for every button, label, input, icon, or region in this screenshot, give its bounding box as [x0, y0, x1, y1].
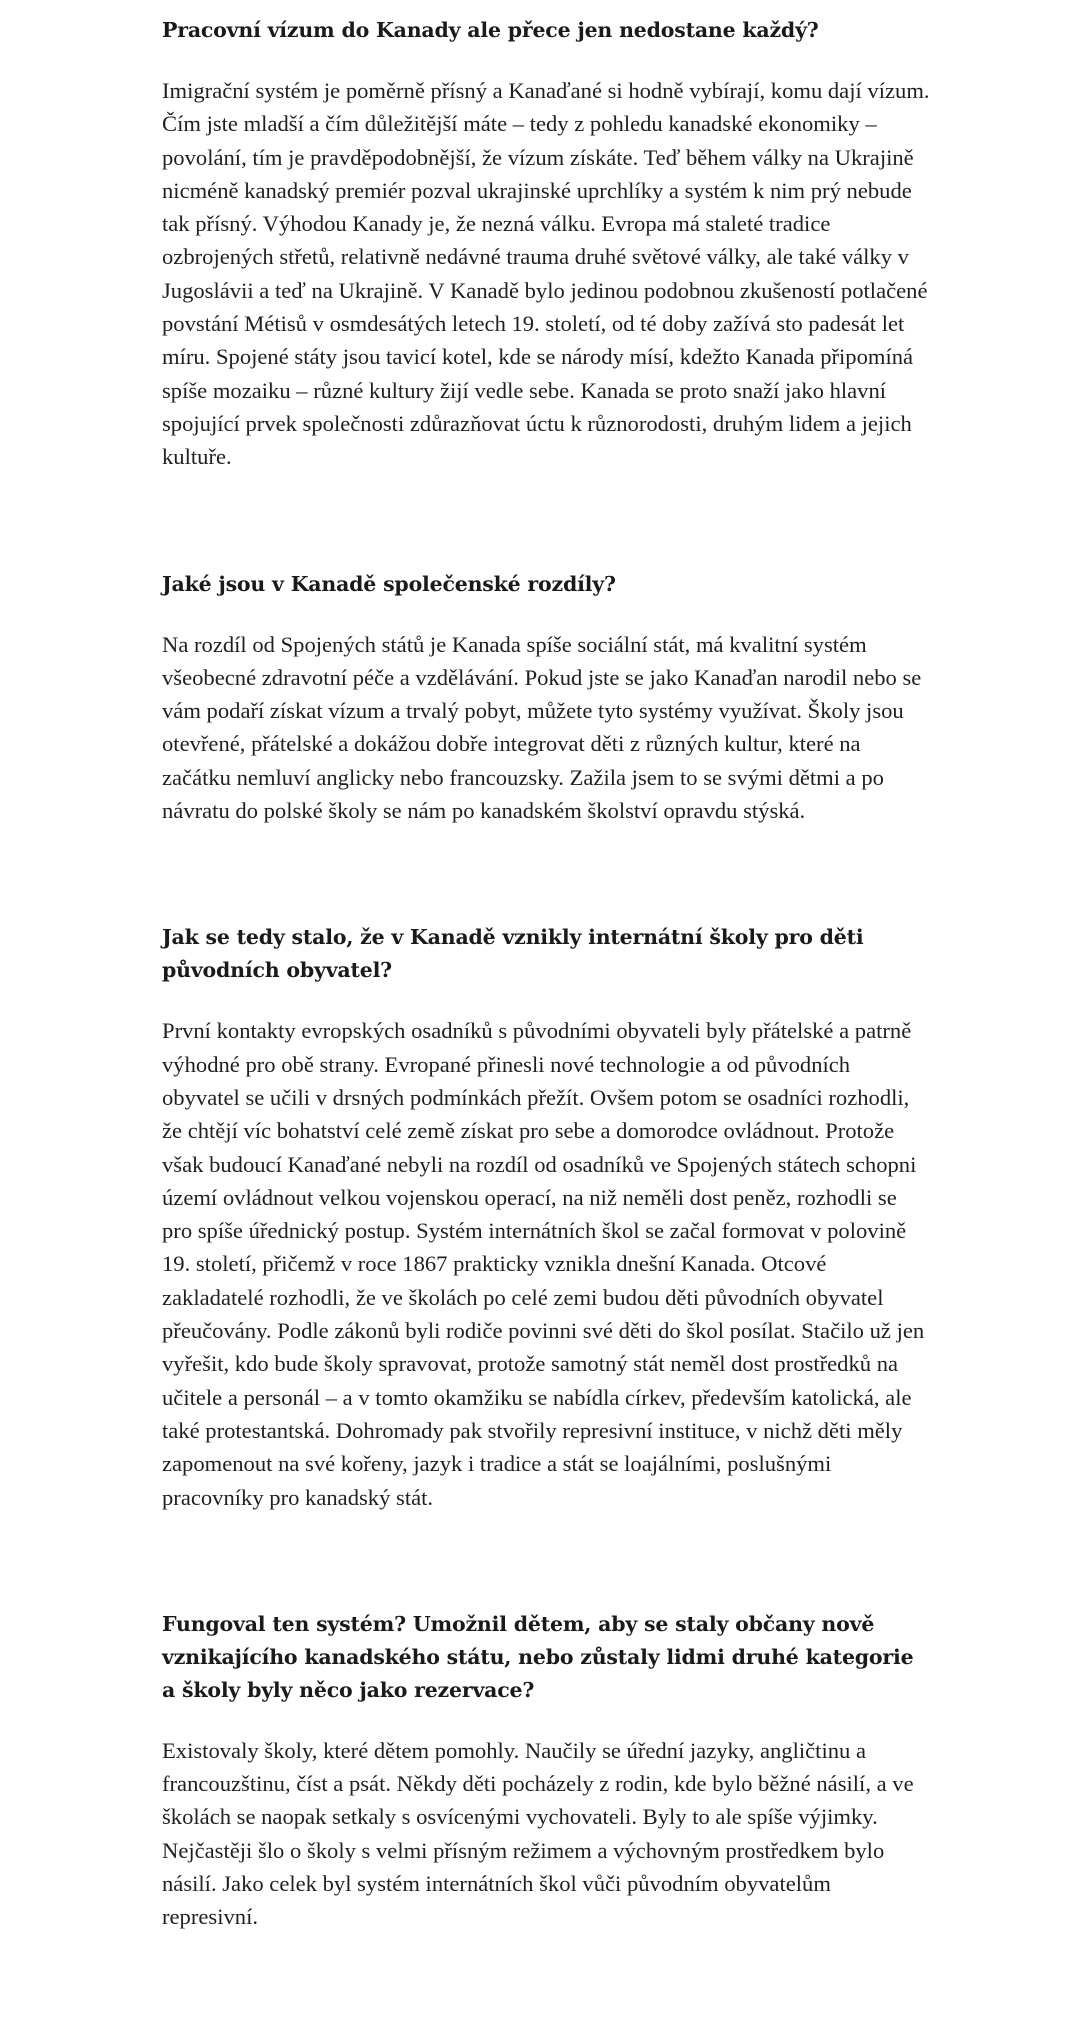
section-paragraph: Imigrační systém je poměrně přísný a Kanaďané si hodně vybírají, komu dají vízum. Čím jste mladší a čím důležitější máte – tedy z pohledu kanadské ekonomiky – povolání, tím je pravděpodobnější, že vízum získáte. Teď během války na Ukrajině nicméně kanadský premiér pozval ukrajinské uprchlíky a systém k nim prý nebude tak přísný. Výhodou Kanady je, že nezná válku. Evropa má staleté tradice ozbrojených střetů, relativně nedávné trauma druhé světové války, ale také války v Jugoslávii a teď na Ukrajině. V Kanadě bylo jedinou podobnou zkušeností potlačené povstání Métisů v osmdesátých letech 19. století, od té doby zažívá sto padesát let míru. Spojené státy jsou tavicí kotel, kde se národy mísí, kdežto Kanada připomíná spíše mozaiku – různé kultury žijí vedle sebe. Kanada se proto snaží jako hlavní spojující prvek společnosti zdůrazňovat úctu k různorodosti, druhým lidem a jejich kultuře.	[162, 78, 930, 470]
section-paragraph: První kontakty evropských osadníků s původními obyvateli byly přátelské a patrně výhodné pro obě strany. Evropané přinesli nové technologie a od původních obyvatel se učili v drsných podmínkách přežít. Ovšem potom se osadníci rozhodli, že chtějí víc bohatství celé země získat pro sebe a domorodce ovládnout. Protože však budoucí Kanaďané nebyli na rozdíl od osadníků ve Spojených státech schopni území ovládnout velkou vojenskou operací, na niž neměli dost peněz, rozhodli se pro spíše úřednický postup. Systém internátních škol se začal formovat v polovině 19. století, přičemž v roce 1867 prakticky vznikla dnešní Kanada. Otcové zakladatelé rozhodli, že ve školách po celé zemi budou děti původních obyvatel přeučovány. Podle zákonů byli rodiče povinni své děti do škol posílat. Stačilo už jen vyřešit, kdo bude školy spravovat, protože samotný stát neměl dost prostředků na učitele a personál – a v tomto okamžiku se nabídla církev, především katolická, ale také protestantská. Dohromady pak stvořily represivní instituce, v nichž děti měly zapomenout na své kořeny, jazyk i tradice a stát se loajálními, poslušnými pracovníky pro kanadský stát.	[162, 1018, 925, 1510]
section-heading: Fungoval ten systém? Umožnil dětem, aby se staly občany nově vznikajícího kanadského státu, nebo zůstaly lidmi druhé kategorie a školy byly něco jako rezervace?	[162, 1611, 914, 1702]
article-section	[162, 568, 930, 828]
section-heading: Jaké jsou v Kanadě společenské rozdíly?	[162, 571, 616, 596]
section-heading: Pracovní vízum do Kanady ale přece jen nedostane každý?	[162, 18, 819, 42]
article-section	[162, 921, 930, 1513]
article	[162, 14, 930, 2028]
article-section	[162, 14, 930, 474]
section-heading: Jak se tedy stalo, že v Kanadě vznikly internátní školy pro děti původních obyvatel?	[162, 925, 864, 983]
article-section	[162, 1608, 930, 1934]
section-paragraph: Existovaly školy, které dětem pomohly. Naučily se úřední jazyky, angličtinu a francouzštinu, číst a psát. Někdy děti pocházely z rodin, kde bylo běžné násilí, a ve školách se naopak setkaly s osvícenými vychovateli. Byly to ale spíše výjimky. Nejčastěji šlo o školy s velmi přísným režimem a výchovným prostředkem bylo násilí. Jako celek byl systém internátních škol vůči původním obyvatelům represivní.	[162, 1737, 914, 1930]
section-paragraph: Na rozdíl od Spojených států je Kanada spíše sociální stát, má kvalitní systém všeobecné zdravotní péče a vzdělávání. Pokud jste se jako Kanaďan narodil nebo se vám podaří získat vízum a trvalý pobyt, můžete tyto systémy využívat. Školy jsou otevřené, přátelské a dokážou dobře integrovat děti z různých kultur, které na začátku nemluví anglicky nebo francouzsky. Zažila jsem to se svými dětmi a po návratu do polské školy se nám po kanadském školství opravdu stýská.	[162, 631, 922, 824]
